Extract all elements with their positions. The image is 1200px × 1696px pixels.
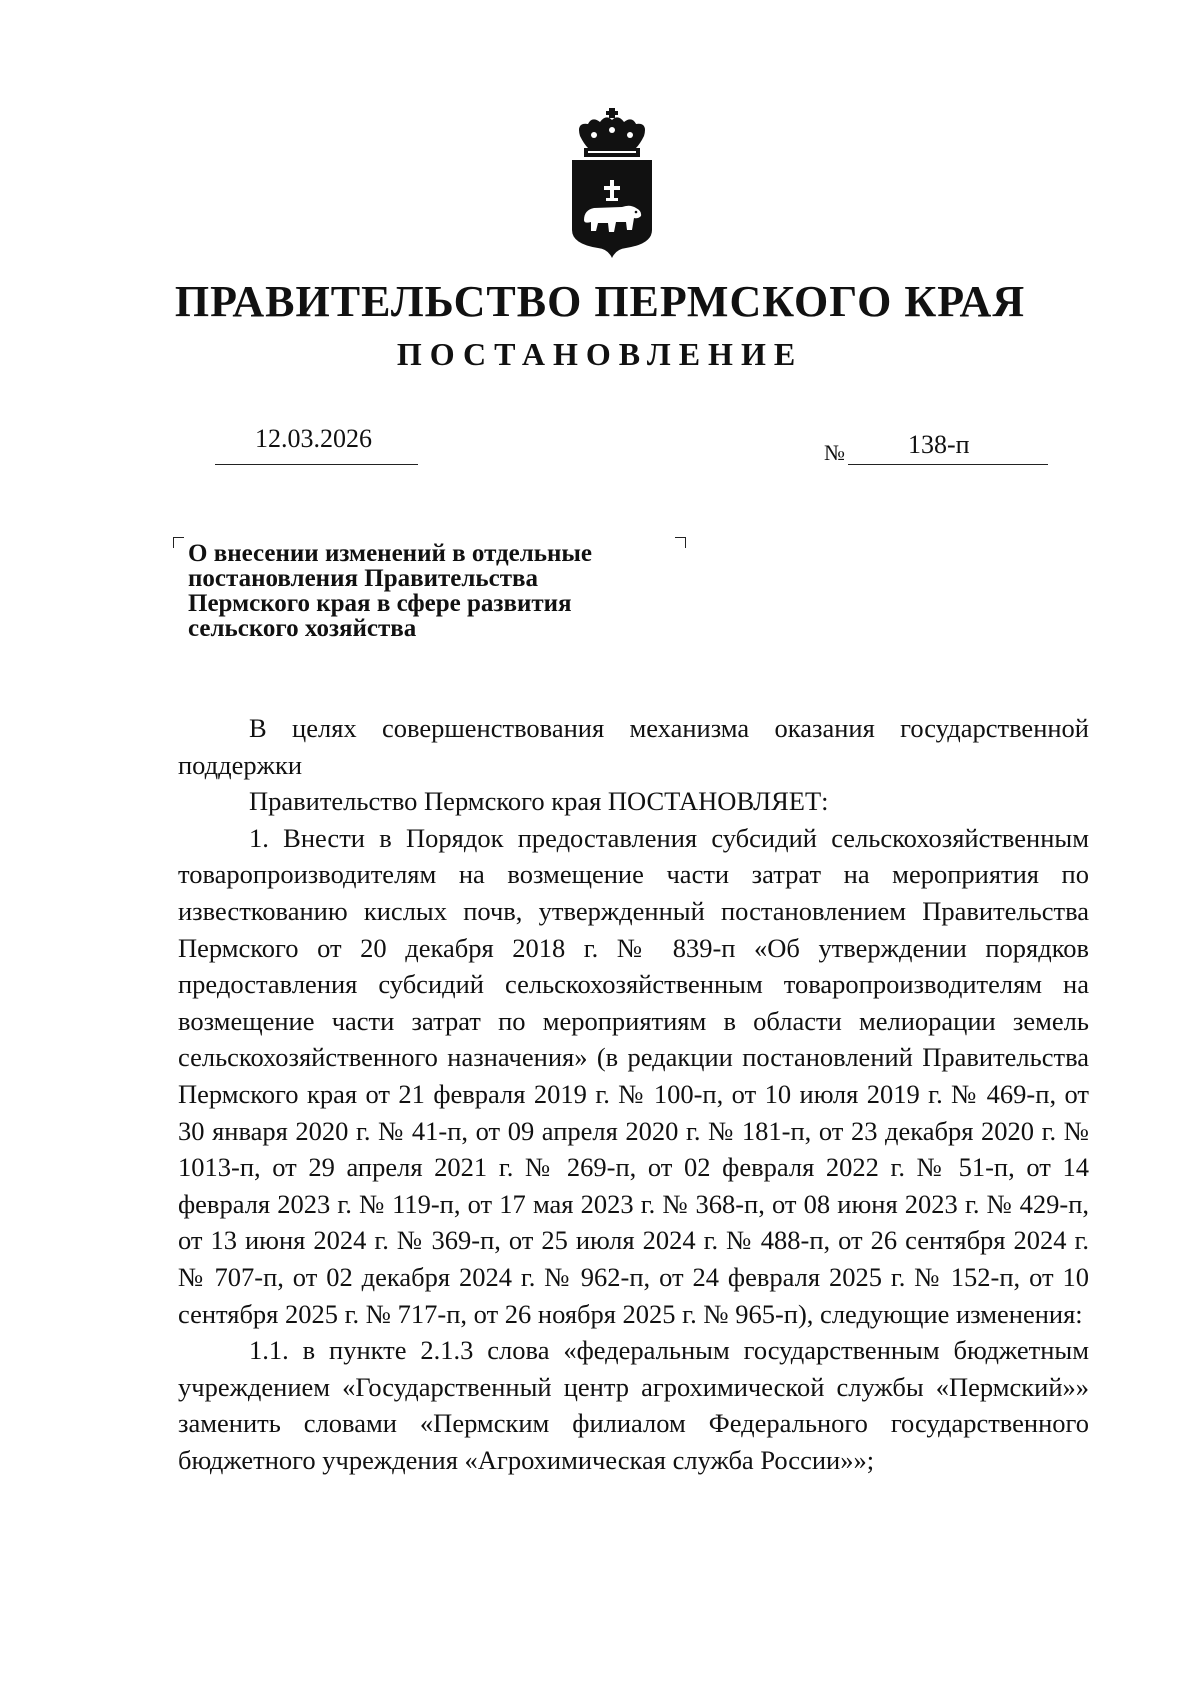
document-type-title: ПОСТАНОВЛЕНИЕ [396,336,804,372]
item-1-paragraph: 1. Внести в Порядок предоставления субсидий сельскохозяйственным товаропроизводителям на возмещение части затрат на мероприятия по известкованию кислых почв, утвержденный постановлением Правительства Пермского от 20 декабря 2018 г. № 839-п «Об утверждении порядков предоставления субсидий сельскохозяйственным товаропроизводителям на возмещение части затрат по мероприятиям в области мелиорации земель сельскохозяйственного назначения» (в редакции постановлений Правительства Пермского края от 21 февраля 2019 г. № 100-п, от 10 июля 2019 г. № 469-п, от 30 января 2020 г. № 41-п, от 09 апреля 2020 г. № 181-п, от 23 декабря 2020 г. № 1013-п, от 29 апреля 2021 г. № 269-п, от 02 февраля 2022 г. № 51-п, от 14 февраля 2023 г. № 119-п, от 17 мая 2023 г. № 368-п, от 08 июня 2023 г. № 429-п, от 13 июня 2024 г. № 369-п, от 25 июля 2024 г. № 488-п, от 26 сентября 2024 г. № 707-п, от 02 декабря 2024 г. № 962-п, от 24 февраля 2025 г. № 152-п, от 10 сентября 2025 г. № 717-п, от 26 ноября 2025 г. № 965-п), следующие изменения: [178,822,1089,1329]
subject-line: сельского хозяйства [188,615,417,642]
item-1-1-paragraph: 1.1. в пункте 2.1.3 слова «федеральным государственным бюджетным учреждением «Государственный центр агрохимической службы «Пермский»» заменить словами «Пермским филиалом Федерального государственного бюджетного учреждения «Агрохимическая служба России»»; [178,1335,1089,1475]
subject-line: постановления Правительства [188,565,538,592]
decree-date: 12.03.2026 [255,424,372,453]
decree-body [178,710,1089,1478]
coat-of-arms-icon [566,108,658,260]
resolution-paragraph: Правительство Пермского края ПОСТАНОВЛЯЕТ: [249,786,829,817]
date-field [215,424,418,465]
number-sign: № [824,440,845,465]
government-title: ПРАВИТЕЛЬСТВО ПЕРМСКОГО КРАЯ [174,277,1026,326]
subject-line: Пермского края в сфере развития [188,590,572,617]
number-field [848,430,1048,465]
decree-subject [188,541,688,641]
decree-number: 138-п [908,430,970,459]
subject-corner-left [173,537,184,548]
preamble-paragraph: В целях совершенствования механизма оказания государственной поддержки [178,713,1089,780]
subject-line: О внесении изменений в отдельные [188,540,593,567]
